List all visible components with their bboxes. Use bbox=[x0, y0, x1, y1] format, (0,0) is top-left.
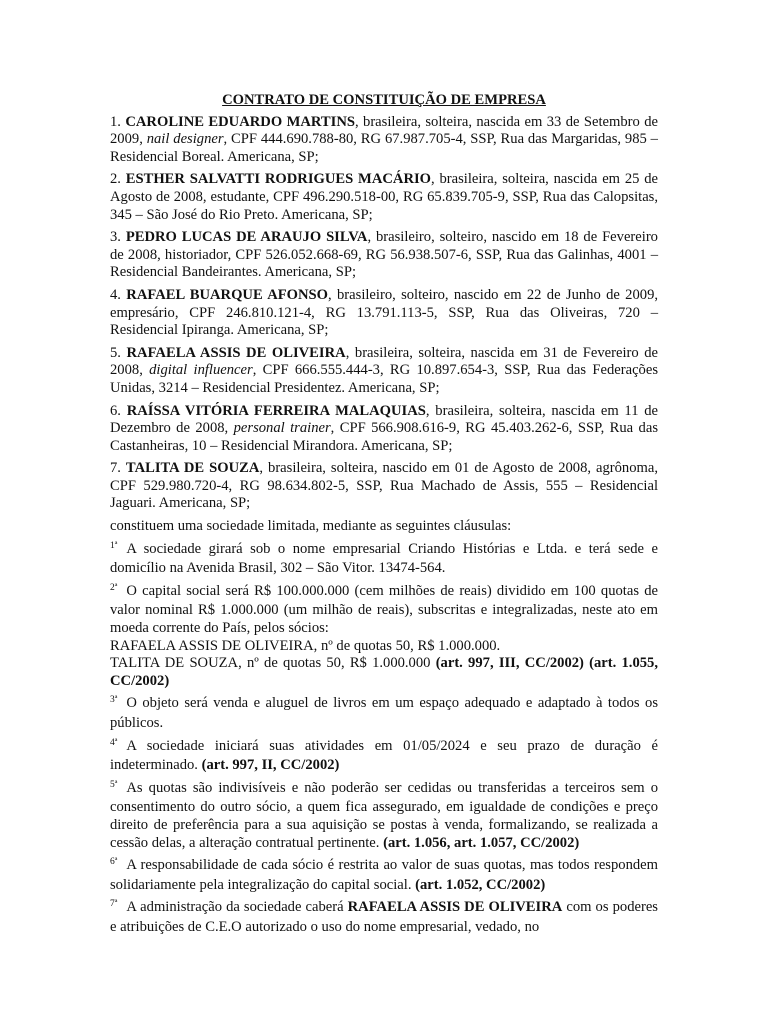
clause-7-mark: 7ª bbox=[110, 899, 118, 910]
clause-6 bbox=[110, 857, 658, 894]
party-details: , brasileira, solteira, nascida em 31 de Fevereiro de 2008, bbox=[110, 344, 659, 379]
clause-6-mark: 6ª bbox=[110, 857, 118, 868]
clause-6-legal-reference: (art. 1.052, CC/2002) bbox=[415, 876, 546, 893]
party-number: 7. bbox=[110, 460, 126, 477]
document-title: CONTRATO DE CONSTITUIÇÃO DE EMPRESA bbox=[222, 92, 546, 108]
clause-4-legal-reference: (art. 997, II, CC/2002) bbox=[201, 757, 340, 774]
party-details: , brasileiro, solteiro, nascido em 18 de Fevereiro de 2008, historiador, CPF 526.052.668-69, RG 56.938.507-6, SSP, Rua das Galinhas, 4001 – Residencial Bandeirantes. Americana, SP; bbox=[110, 229, 658, 281]
party-number: 1. bbox=[110, 113, 126, 130]
party-details-end: , CPF 666.555.444-3, RG 10.897.654-3, SSP, Rua das Federações Unidas, 3214 – Residencial Presidentez. Americana, SP; bbox=[110, 362, 659, 396]
party-details: , brasileiro, solteiro, nascido em 22 de Junho de 2009, empresário, CPF 246.810.121-4, RG 13.791.113-5, SSP, Rua das Oliveiras, 720 – Residencial Ipiranga. Americana, SP; bbox=[110, 286, 659, 339]
clause-2 bbox=[110, 583, 658, 691]
clause-2-text: O capital social será R$ 100.000.000 (cem milhões de reais) dividido em 100 quotas de valor nominal R$ 1.000.000 (um milhão de reais), subscritas e integralizadas, neste ato em moeda corrente do País, pelos sócios: bbox=[110, 582, 658, 637]
party-details: , brasileira, solteira, nascida em 11 de Dezembro de 2008, bbox=[110, 402, 659, 437]
clause-6-text: A responsabilidade de cada sócio é restrita ao valor de suas quotas, mas todos respondem solidariamente pela integralização do capital social. bbox=[110, 857, 658, 893]
clause-3-mark: 3ª bbox=[110, 695, 118, 706]
clause-2-partner-2: TALITA DE SOUZA, nº de quotas 50, R$ 1.000.000 bbox=[110, 655, 436, 672]
party-name: PEDRO LUCAS DE ARAUJO SILVA bbox=[125, 229, 368, 246]
clause-2-partner-1: RAFAELA ASSIS DE OLIVEIRA, nº de quotas 50, R$ 1.000.000. bbox=[110, 637, 501, 654]
party-name: ESTHER SALVATTI RODRIGUES MACÁRIO bbox=[125, 171, 432, 188]
party-profession: digital influencer bbox=[149, 362, 253, 379]
party-number: 6. bbox=[110, 402, 127, 419]
clause-7-text-end: com os poderes e atribuições de C.E.O autorizado o uso do nome empresarial, vedado, no bbox=[110, 899, 658, 935]
party-number: 2. bbox=[110, 171, 126, 188]
party-details: , brasileira, solteira, nascida em 33 de Setembro de 2009, bbox=[110, 113, 658, 148]
party-number: 3. bbox=[110, 229, 126, 246]
clause-5-text: As quotas são indivisíveis e não poderão ser cedidas ou transferidas a terceiros sem o consentimento do outro sócio, a quem fica assegurado, em igualdade de condições e preço direito de preferência para a sua aquisição se postas à venda, formalizando, se realizada a cessão delas, a alteração contratual pertinente. bbox=[110, 779, 658, 851]
party-paragraph bbox=[110, 403, 658, 456]
party-number: 4. bbox=[110, 286, 127, 303]
party-name: TALITA DE SOUZA bbox=[125, 460, 260, 477]
clause-1-mark: 1ª bbox=[110, 540, 118, 551]
party-name: RAFAELA ASSIS DE OLIVEIRA bbox=[126, 344, 346, 361]
party-profession: nail designer bbox=[146, 131, 224, 148]
contract-document bbox=[110, 92, 658, 942]
clause-5-mark: 5ª bbox=[110, 779, 118, 790]
clause-4 bbox=[110, 738, 658, 775]
party-details: , brasileira, solteira, nascido em 01 de Agosto de 2008, agrônoma, CPF 529.980.720-4, RG 98.634.802-5, SSP, Rua Machado de Assis, 555 – Residencial Jaguari. Americana, SP; bbox=[110, 460, 659, 512]
party-paragraph bbox=[110, 287, 658, 340]
parties-list bbox=[110, 114, 658, 513]
party-profession: personal trainer bbox=[233, 420, 331, 437]
intro-paragraph: constituem uma sociedade limitada, mediante as seguintes cláusulas: bbox=[110, 518, 512, 535]
party-name: CAROLINE EDUARDO MARTINS bbox=[125, 113, 355, 130]
clause-3-text: O objeto será venda e aluguel de livros em um espaço adequado e adaptado à todos os públicos. bbox=[110, 695, 658, 731]
party-details-end: , CPF 566.908.616-9, RG 45.403.262-6, SSP, Rua das Castanheiras, 10 – Residencial Mirandora. Americana, SP; bbox=[110, 420, 658, 454]
party-name: RAÍSSA VITÓRIA FERREIRA MALAQUIAS bbox=[126, 402, 426, 419]
party-paragraph bbox=[110, 460, 658, 513]
clause-3 bbox=[110, 695, 658, 732]
clause-7 bbox=[110, 899, 658, 936]
clause-4-text: A sociedade iniciará suas atividades em 01/05/2024 e seu prazo de duração é indeterminado. bbox=[110, 737, 658, 774]
party-paragraph bbox=[110, 345, 658, 398]
clause-4-mark: 4ª bbox=[110, 737, 118, 748]
clause-1-text: A sociedade girará sob o nome empresarial Criando Histórias e Ltda. e terá sede e domicílio na Avenida Brasil, 302 – São Vitor. 13474-564. bbox=[110, 540, 658, 577]
party-number: 5. bbox=[110, 344, 127, 361]
party-details-end: , CPF 444.690.788-80, RG 67.987.705-4, SSP, Rua das Margaridas, 985 – Residencial Boreal. Americana, SP; bbox=[110, 131, 658, 165]
clause-2-mark: 2ª bbox=[110, 582, 118, 593]
clause-1 bbox=[110, 541, 658, 578]
clause-2-legal-reference: (art. 997, III, CC/2002) (art. 1.055, CC/2002) bbox=[110, 655, 658, 689]
party-details: , brasileira, solteira, nascida em 25 de Agosto de 2008, estudante, CPF 496.290.518-00, RG 65.839.705-9, SSP, Rua das Calopsitas, 345 – São José do Rio Preto. Americana, SP; bbox=[110, 171, 658, 223]
party-paragraph bbox=[110, 229, 658, 282]
party-paragraph bbox=[110, 171, 658, 224]
clause-5-legal-reference: (art. 1.056, art. 1.057, CC/2002) bbox=[383, 834, 580, 851]
party-name: RAFAEL BUARQUE AFONSO bbox=[126, 286, 329, 303]
clause-7-text-start: A administração da sociedade caberá bbox=[126, 899, 348, 916]
party-paragraph bbox=[110, 114, 658, 167]
clause-7-administrator-name: RAFAELA ASSIS DE OLIVEIRA bbox=[347, 899, 563, 916]
clause-5 bbox=[110, 780, 658, 852]
